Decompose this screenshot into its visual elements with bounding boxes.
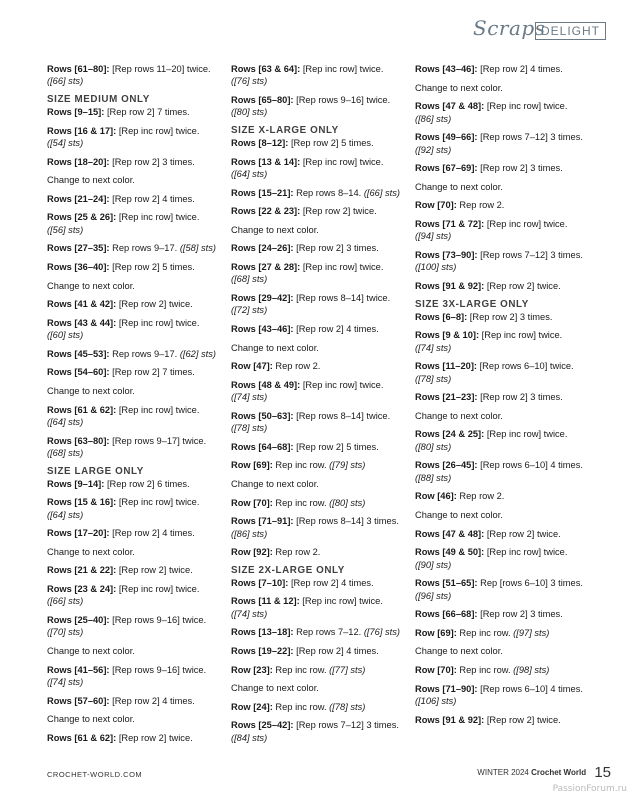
row-text: [Rep row 2] 4 times. <box>477 64 563 74</box>
row-text: Rep inc row. <box>456 664 514 675</box>
stitch-count: ([77] sts) <box>329 664 366 675</box>
row-instruction <box>415 528 593 540</box>
logo-box-text: DELIGHT <box>535 22 606 40</box>
row-label: Rows [65–80]: <box>231 95 294 105</box>
stitch-count: ([68] sts) <box>47 447 84 458</box>
row-label: Rows [7–10]: <box>231 577 289 588</box>
row-label: Rows [9–15]: <box>47 107 105 117</box>
row-label: Rows [66–68]: <box>415 609 478 620</box>
row-label: Rows [48 & 49]: <box>231 379 301 390</box>
row-instruction <box>231 459 409 471</box>
instruction-text: Change to next color. <box>231 224 319 235</box>
stitch-count: ([100] sts) <box>415 262 457 273</box>
row-instruction <box>47 478 225 490</box>
row-label: Row [24]: <box>231 701 273 712</box>
row-text: [Rep row 2] twice. <box>300 206 377 217</box>
row-label: Rows [51–65]: <box>415 578 478 589</box>
row-text: Rep inc row. <box>272 664 330 675</box>
row-instruction <box>231 323 409 335</box>
row-text: [Rep rows 6–10] 4 times. <box>477 460 583 471</box>
row-instruction <box>415 546 593 571</box>
stitch-count: ([78] sts) <box>415 373 452 384</box>
row-instruction <box>415 199 593 211</box>
row-text: Rep row 2. <box>272 361 321 372</box>
row-label: Rows [13–18]: <box>231 627 294 638</box>
size-heading: SIZE LARGE ONLY <box>47 465 144 477</box>
row-text: [Rep inc row] twice. <box>484 218 568 229</box>
row-text: [Rep row 2] 5 times. <box>109 261 195 272</box>
row-instruction <box>47 125 225 150</box>
row-instruction <box>415 218 593 243</box>
stitch-count: ([64] sts) <box>47 416 84 427</box>
row-instruction <box>231 410 409 435</box>
row-text: [Rep row 2] 5 times. <box>293 441 379 452</box>
row-label: Rows [25–42]: <box>231 720 294 731</box>
stitch-count: ([74] sts) <box>231 608 268 619</box>
row-instruction <box>415 162 593 174</box>
row-label: Row [23]: <box>231 664 273 675</box>
row-label: Rows [23 & 24]: <box>47 583 117 594</box>
row-instruction <box>47 193 225 205</box>
row-label: Rows [8–12]: <box>231 138 289 148</box>
row-text: [Rep rows 8–14] 3 times. <box>293 516 399 527</box>
row-instruction <box>47 348 225 360</box>
row-text: [Rep row 2] 3 times. <box>467 311 553 322</box>
stitch-count: ([98] sts) <box>513 664 550 675</box>
row-label: Row [69]: <box>415 627 457 638</box>
stitch-count: ([106] sts) <box>415 695 457 706</box>
column-2 <box>231 63 409 750</box>
row-text: [Rep rows 9–16] twice. <box>109 614 207 625</box>
row-label: Row [69]: <box>231 460 273 471</box>
row-label: Rows [67–69]: <box>415 163 478 174</box>
row-label: Rows [54–60]: <box>47 367 110 378</box>
row-text: [Rep rows 9–16] twice. <box>109 664 207 675</box>
instruction-text: Change to next color. <box>47 645 135 656</box>
footer-issue: WINTER 2024 <box>477 768 529 777</box>
row-instruction <box>415 100 593 125</box>
row-label: Rows [64–68]: <box>231 441 294 452</box>
stitch-count: ([54] sts) <box>47 138 84 148</box>
row-label: Rows [43–46]: <box>231 323 294 334</box>
row-text: [Rep row 2] twice. <box>116 565 193 576</box>
size-heading: SIZE 3X-LARGE ONLY <box>415 298 529 310</box>
row-label: Rows [50–63]: <box>231 410 294 421</box>
row-text: Rep row 2. <box>272 547 321 558</box>
row-text: [Rep rows 9–16] twice. <box>293 95 391 105</box>
row-instruction <box>47 404 225 429</box>
stitch-count: ([88] sts) <box>415 472 452 483</box>
stitch-count: ([97] sts) <box>513 627 550 638</box>
row-text: [Rep inc row] twice. <box>116 583 200 594</box>
row-text: [Rep inc row] twice. <box>484 429 568 440</box>
row-text: Rep rows 9–17. <box>109 243 180 254</box>
row-text: [Rep inc row] twice. <box>300 379 384 390</box>
row-instruction <box>415 490 593 502</box>
footer-publication: Crochet World <box>531 768 587 777</box>
stitch-count: ([68] sts) <box>231 274 268 285</box>
size-heading: SIZE X-LARGE ONLY <box>231 125 339 136</box>
row-text: [Rep inc row] twice. <box>116 497 200 508</box>
row-label: Rows [6–8]: <box>415 311 468 322</box>
row-text: [Rep row 2] 7 times. <box>109 367 195 378</box>
row-text: [Rep row 2] 3 times. <box>293 243 379 254</box>
stitch-count: ([74] sts) <box>415 342 452 353</box>
row-label: Rows [24 & 25]: <box>415 429 485 440</box>
row-text: [Rep inc row] twice. <box>116 317 200 328</box>
row-label: Rows [49 & 50]: <box>415 547 485 558</box>
row-label: Row [70]: <box>415 664 457 675</box>
row-label: Rows [73–90]: <box>415 249 478 260</box>
row-label: Rows [25–40]: <box>47 614 110 625</box>
row-text: [Rep row 2] 4 times. <box>109 193 195 204</box>
stitch-count: ([76] sts) <box>363 627 400 638</box>
row-instruction <box>415 664 593 676</box>
stitch-count: ([66] sts) <box>363 187 400 198</box>
instruction-text: Change to next color. <box>415 509 503 520</box>
stitch-count: ([78] sts) <box>231 423 268 434</box>
row-instruction <box>231 497 409 509</box>
row-instruction <box>231 137 409 149</box>
footer-issue-info <box>477 764 611 781</box>
row-text: [Rep inc row] twice. <box>484 101 568 112</box>
stitch-count: ([90] sts) <box>415 559 452 570</box>
column-3 <box>415 63 593 732</box>
row-label: Rows [71 & 72]: <box>415 218 485 229</box>
row-label: Rows [24–26]: <box>231 243 294 254</box>
row-instruction <box>415 577 593 602</box>
row-text: [Rep inc row] twice. <box>484 547 568 558</box>
instruction-text: Change to next color. <box>231 683 319 694</box>
row-text: Rep [rows 6–10] 3 times. <box>477 578 583 589</box>
stitch-count: ([92] sts) <box>415 144 452 155</box>
row-instruction <box>415 627 593 639</box>
row-text: [Rep row 2] twice. <box>484 714 561 725</box>
row-text: Rep inc row. <box>272 497 330 508</box>
row-label: Rows [61–80]: <box>47 64 110 74</box>
stitch-count: ([84] sts) <box>231 732 268 743</box>
stitch-count: ([64] sts) <box>47 509 84 520</box>
row-label: Rows [43 & 44]: <box>47 317 117 328</box>
row-instruction <box>231 187 409 199</box>
row-text: [Rep inc row] twice. <box>479 330 563 341</box>
row-text: [Rep row 2] 5 times. <box>288 138 374 148</box>
row-instruction <box>231 626 409 638</box>
stitch-count: ([76] sts) <box>231 76 268 87</box>
row-label: Rows [43–46]: <box>415 64 478 74</box>
row-text: [Rep rows 7–12] 3 times. <box>477 132 583 143</box>
instruction-text: Change to next color. <box>231 342 319 353</box>
row-label: Rows [11–20]: <box>415 361 478 372</box>
row-instruction <box>415 311 593 323</box>
stitch-count: ([79] sts) <box>329 460 366 471</box>
size-heading: SIZE 2X-LARGE ONLY <box>231 564 345 576</box>
row-instruction <box>231 595 409 620</box>
row-text: Rep row 2. <box>456 200 505 211</box>
row-label: Row [92]: <box>231 547 273 558</box>
stitch-count: ([78] sts) <box>329 701 366 712</box>
row-text: [Rep inc row] twice. <box>299 596 383 607</box>
row-text: Rep inc row. <box>456 627 514 638</box>
row-instruction <box>415 608 593 620</box>
row-text: [Rep inc row] twice. <box>116 125 200 136</box>
stitch-count: ([96] sts) <box>415 590 452 601</box>
stitch-count: ([64] sts) <box>231 169 268 179</box>
stitch-count: ([62] sts) <box>179 348 216 359</box>
row-text: [Rep rows 8–14] twice. <box>293 410 391 421</box>
row-instruction <box>231 701 409 713</box>
row-instruction <box>231 156 409 181</box>
row-instruction <box>47 317 225 342</box>
row-label: Rows [27–35]: <box>47 243 110 254</box>
row-text: Rep rows 8–14. <box>293 187 364 198</box>
row-text: Rep rows 7–12. <box>293 627 364 638</box>
size-heading: SIZE MEDIUM ONLY <box>47 94 150 105</box>
stitch-count: ([58] sts) <box>179 243 216 254</box>
row-instruction <box>47 63 225 88</box>
row-label: Rows [63 & 64]: <box>231 64 301 74</box>
row-text: [Rep inc row] twice. <box>300 64 384 74</box>
row-instruction <box>415 459 593 484</box>
row-label: Rows [26–45]: <box>415 460 478 471</box>
row-text: [Rep row 2] twice. <box>116 299 193 310</box>
row-instruction <box>231 205 409 217</box>
row-instruction <box>47 298 225 310</box>
row-label: Rows [15–21]: <box>231 187 294 198</box>
row-instruction <box>47 366 225 378</box>
row-instruction <box>47 583 225 608</box>
row-label: Rows [15 & 16]: <box>47 497 117 508</box>
row-label: Row [70]: <box>415 200 457 211</box>
row-text: [Rep row 2] 4 times. <box>293 323 379 334</box>
row-label: Rows [16 & 17]: <box>47 125 117 136</box>
footer-website: CROCHET-WORLD.COM <box>47 770 143 779</box>
row-instruction <box>47 614 225 639</box>
row-instruction <box>47 732 225 744</box>
row-instruction <box>47 211 225 236</box>
row-label: Rows [91 & 92]: <box>415 714 485 725</box>
row-instruction <box>231 577 409 589</box>
row-label: Rows [18–20]: <box>47 156 110 167</box>
row-instruction <box>47 496 225 521</box>
row-text: [Rep row 2] 3 times. <box>477 163 563 174</box>
row-text: [Rep row 2] twice. <box>116 732 193 743</box>
instruction-text: Change to next color. <box>415 646 503 657</box>
row-instruction <box>415 249 593 274</box>
row-text: [Rep rows 6–10] twice. <box>477 361 574 372</box>
row-label: Rows [13 & 14]: <box>231 156 301 167</box>
row-label: Rows [22 & 23]: <box>231 206 301 217</box>
row-text: Rep inc row. <box>272 701 330 712</box>
row-label: Rows [47 & 48]: <box>415 528 485 539</box>
row-text: [Rep row 2] twice. <box>484 528 561 539</box>
row-instruction <box>47 261 225 273</box>
row-instruction <box>231 261 409 286</box>
row-text: [Rep inc row] twice. <box>116 212 200 223</box>
row-text: [Rep rows 11–20] twice. <box>109 64 211 74</box>
row-text: [Rep row 2] twice. <box>484 280 561 291</box>
row-instruction <box>47 527 225 539</box>
stitch-count: ([86] sts) <box>415 113 452 124</box>
row-text: [Rep row 2] 4 times. <box>109 695 195 706</box>
row-instruction <box>231 719 409 744</box>
row-text: [Rep rows 7–12] 3 times. <box>293 720 399 731</box>
row-instruction <box>231 379 409 404</box>
stitch-count: ([56] sts) <box>47 224 84 235</box>
row-instruction <box>415 329 593 354</box>
row-instruction <box>231 441 409 453</box>
row-instruction <box>415 131 593 156</box>
row-text: Rep rows 9–17. <box>109 348 180 359</box>
row-label: Rows [21–24]: <box>47 193 110 204</box>
stitch-count: ([72] sts) <box>231 305 268 316</box>
row-instruction <box>47 564 225 576</box>
page-number: 15 <box>594 764 611 781</box>
instruction-text: Change to next color. <box>415 181 503 192</box>
row-label: Row [47]: <box>231 361 273 372</box>
row-instruction <box>47 435 225 460</box>
row-instruction <box>231 546 409 558</box>
row-instruction <box>231 63 409 88</box>
row-instruction <box>415 391 593 403</box>
row-label: Rows [61 & 62]: <box>47 404 117 415</box>
row-instruction <box>415 683 593 708</box>
row-text: Rep row 2. <box>456 491 505 502</box>
stitch-count: ([60] sts) <box>47 330 84 341</box>
stitch-count: ([86] sts) <box>231 528 268 539</box>
row-label: Rows [63–80]: <box>47 435 110 446</box>
stitch-count: ([94] sts) <box>415 231 452 242</box>
row-label: Rows [91 & 92]: <box>415 280 485 291</box>
row-label: Row [46]: <box>415 491 457 502</box>
row-label: Rows [9–14]: <box>47 478 105 489</box>
instruction-text: Change to next color. <box>415 410 503 421</box>
row-instruction <box>231 292 409 317</box>
row-label: Rows [19–22]: <box>231 645 294 656</box>
row-text: [Rep inc row] twice. <box>300 261 384 272</box>
stitch-count: ([80] sts) <box>329 497 366 508</box>
row-instruction <box>415 63 593 75</box>
row-instruction <box>47 156 225 168</box>
instruction-text: Change to next color. <box>47 385 135 396</box>
row-text: [Rep row 2] 7 times. <box>104 107 190 117</box>
row-label: Rows [61 & 62]: <box>47 732 117 743</box>
row-text: [Rep row 2] 4 times. <box>293 645 379 656</box>
row-instruction <box>47 664 225 689</box>
row-text: [Rep rows 9–17] twice. <box>109 435 207 446</box>
row-label: Rows [45–53]: <box>47 348 110 359</box>
column-1 <box>47 63 225 750</box>
row-text: [Rep row 2] 6 times. <box>104 478 190 489</box>
stitch-count: ([80] sts) <box>415 441 452 452</box>
row-label: Rows [21 & 22]: <box>47 565 117 576</box>
stitch-count: ([74] sts) <box>231 392 268 403</box>
stitch-count: ([74] sts) <box>47 676 84 687</box>
row-instruction <box>415 360 593 385</box>
row-text: [Rep rows 6–10] 4 times. <box>477 683 583 694</box>
instruction-text: Change to next color. <box>47 546 135 557</box>
instruction-text: Change to next color. <box>47 714 135 725</box>
row-label: Rows [29–42]: <box>231 292 294 303</box>
row-instruction <box>231 94 409 119</box>
row-text: [Rep rows 7–12] 3 times. <box>477 249 583 260</box>
row-label: Rows [36–40]: <box>47 261 110 272</box>
row-label: Rows [71–91]: <box>231 516 294 527</box>
row-instruction <box>47 106 225 118</box>
row-text: [Rep row 2] 3 times. <box>477 609 563 620</box>
row-text: Rep inc row. <box>272 460 330 471</box>
row-text: [Rep row 2] 4 times. <box>109 528 195 539</box>
row-instruction <box>231 242 409 254</box>
row-text: [Rep row 2] 4 times. <box>288 577 374 588</box>
row-label: Rows [41 & 42]: <box>47 299 117 310</box>
row-label: Rows [21–23]: <box>415 392 478 403</box>
row-instruction <box>231 664 409 676</box>
watermark: PassionForum.ru <box>552 784 627 794</box>
instruction-text: Change to next color. <box>47 280 135 291</box>
row-label: Rows [57–60]: <box>47 695 110 706</box>
row-label: Rows [41–56]: <box>47 664 110 675</box>
row-label: Rows [17–20]: <box>47 528 110 539</box>
row-text: [Rep inc row] twice. <box>116 404 200 415</box>
row-instruction <box>231 645 409 657</box>
row-label: Rows [47 & 48]: <box>415 101 485 112</box>
instruction-text: Change to next color. <box>231 478 319 489</box>
row-instruction <box>47 242 225 254</box>
row-instruction <box>47 695 225 707</box>
stitch-count: ([80] sts) <box>231 107 268 118</box>
row-label: Rows [9 & 10]: <box>415 330 480 341</box>
row-label: Rows [71–90]: <box>415 683 478 694</box>
row-text: [Rep row 2] 3 times. <box>477 392 563 403</box>
row-label: Rows [11 & 12]: <box>231 596 300 607</box>
row-text: [Rep row 2] 3 times. <box>109 156 195 167</box>
stitch-count: ([66] sts) <box>47 596 84 607</box>
row-instruction <box>231 360 409 372</box>
row-label: Rows [49–66]: <box>415 132 478 143</box>
row-text: [Rep inc row] twice. <box>300 156 384 167</box>
row-label: Rows [25 & 26]: <box>47 212 117 223</box>
instruction-text: Change to next color. <box>415 82 503 93</box>
row-instruction <box>231 515 409 540</box>
stitch-count: ([70] sts) <box>47 627 84 638</box>
instruction-text: Change to next color. <box>47 175 135 186</box>
row-label: Rows [27 & 28]: <box>231 261 301 272</box>
scraps-delight-logo <box>473 18 611 46</box>
logo-script-text: Scraps <box>473 16 546 40</box>
row-text: [Rep rows 8–14] twice. <box>293 292 391 303</box>
row-instruction <box>415 280 593 292</box>
row-instruction <box>415 714 593 726</box>
row-label: Row [70]: <box>231 497 273 508</box>
stitch-count: ([66] sts) <box>47 76 84 87</box>
row-instruction <box>415 428 593 453</box>
